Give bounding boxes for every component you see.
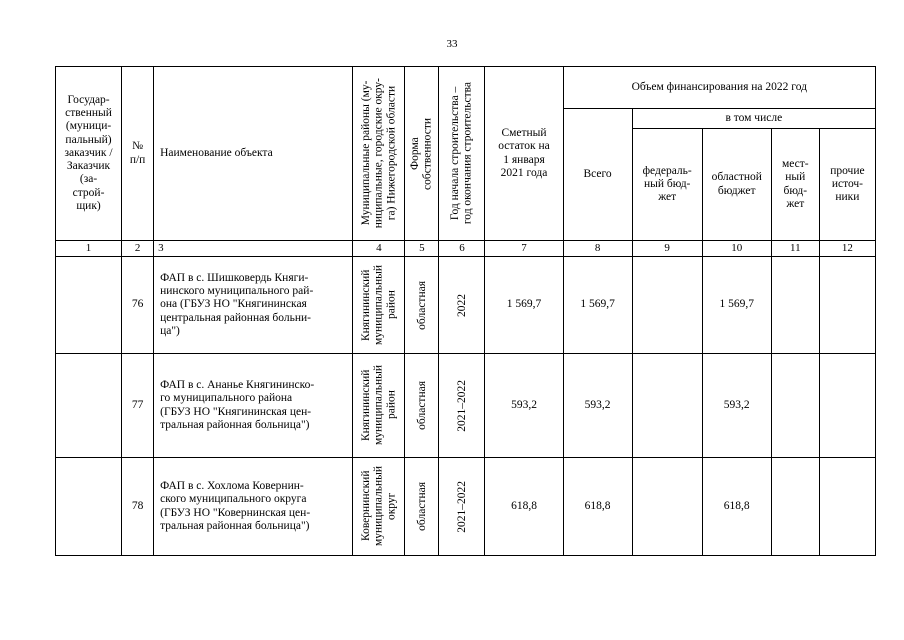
header-ownership-cell [405, 67, 439, 241]
header-estimated-balance: Сметный остаток на 1 января 2021 года [485, 67, 563, 241]
row-district-cell [353, 354, 405, 458]
row-district: Ковернинский муниципальный округ [359, 466, 398, 547]
table-row [56, 257, 876, 354]
row-customer [56, 257, 122, 354]
column-number: 10 [702, 241, 771, 257]
row-district: Княгининский муниципальный район [359, 264, 398, 346]
row-federal [632, 354, 702, 458]
header-district-cell [353, 67, 405, 241]
row-total: 593,2 [563, 354, 632, 458]
header-index: № п/п [122, 67, 154, 241]
row-object-name: ФАП в с. Ананье Княгининско- го муниципального района (ГБУЗ НО "Княгининская цен- тральная районная больница") [154, 354, 353, 458]
row-other [819, 354, 875, 458]
row-other [819, 257, 875, 354]
header-local: мест- ный бюд- жет [771, 129, 819, 241]
table-row [56, 458, 876, 556]
column-number: 3 [154, 241, 353, 257]
row-district-cell [353, 458, 405, 556]
row-index: 76 [122, 257, 154, 354]
header-total: Всего [563, 109, 632, 241]
row-total: 1 569,7 [563, 257, 632, 354]
row-estimated-balance: 1 569,7 [485, 257, 563, 354]
row-federal [632, 458, 702, 556]
header-object-name: Наименование объекта [154, 67, 353, 241]
row-ownership: областная [415, 482, 428, 531]
header-federal: федераль- ный бюд- жет [632, 129, 702, 241]
column-numbers-row [56, 241, 876, 257]
header-including: в том числе [632, 109, 875, 129]
header-years: Год начала строительства – год окончания строительства [449, 82, 474, 225]
row-customer [56, 354, 122, 458]
header-regional: областной бюджет [702, 129, 771, 241]
header-financing-volume: Объем финансирования на 2022 год [563, 67, 875, 109]
column-number: 9 [632, 241, 702, 257]
row-federal [632, 257, 702, 354]
header-district: Муниципальные районы (му- ниципальные, городские окру- га) Нижегородской области [359, 78, 398, 229]
row-ownership-cell [405, 458, 439, 556]
row-total: 618,8 [563, 458, 632, 556]
row-ownership-cell [405, 257, 439, 354]
row-local [771, 257, 819, 354]
page-number: 33 [446, 38, 458, 50]
header-other: прочие источ- ники [819, 129, 875, 241]
header-years-cell [439, 67, 485, 241]
row-local [771, 354, 819, 458]
row-estimated-balance: 593,2 [485, 354, 563, 458]
financing-table [55, 66, 876, 556]
row-years: 2021–2022 [455, 379, 468, 432]
row-ownership: областная [415, 280, 428, 330]
row-regional: 618,8 [702, 458, 771, 556]
row-years-cell [439, 458, 485, 556]
column-number: 11 [771, 241, 819, 257]
table-row [56, 354, 876, 458]
row-object-name: ФАП в с. Хохлома Ковернин- ского муниципального округа (ГБУЗ НО "Ковернинская цен- тральная районная больница") [154, 458, 353, 556]
row-district-cell [353, 257, 405, 354]
column-number: 12 [819, 241, 875, 257]
column-number: 5 [405, 241, 439, 257]
row-index: 77 [122, 354, 154, 458]
column-number: 4 [353, 241, 405, 257]
row-regional: 1 569,7 [702, 257, 771, 354]
header-ownership: Форма собственности [409, 117, 434, 190]
row-years: 2021–2022 [455, 480, 468, 533]
row-regional: 593,2 [702, 354, 771, 458]
row-estimated-balance: 618,8 [485, 458, 563, 556]
column-number: 6 [439, 241, 485, 257]
column-number: 2 [122, 241, 154, 257]
row-years: 2022 [455, 293, 468, 317]
row-other [819, 458, 875, 556]
row-local [771, 458, 819, 556]
row-district: Княгининский муниципальный район [359, 365, 398, 446]
header-customer: Государ- ственный (муници- пальный) заказчик / Заказчик (за- строй- щик) [56, 67, 122, 241]
row-years-cell [439, 257, 485, 354]
row-ownership: областная [415, 381, 428, 430]
row-customer [56, 458, 122, 556]
row-ownership-cell [405, 354, 439, 458]
column-number: 7 [485, 241, 563, 257]
row-index: 78 [122, 458, 154, 556]
row-object-name: ФАП в с. Шишковердь Княги- нинского муниципального рай- она (ГБУЗ НО "Княгининская центральная районная больни- ца") [154, 257, 353, 354]
row-years-cell [439, 354, 485, 458]
column-number: 8 [563, 241, 632, 257]
column-number: 1 [56, 241, 122, 257]
